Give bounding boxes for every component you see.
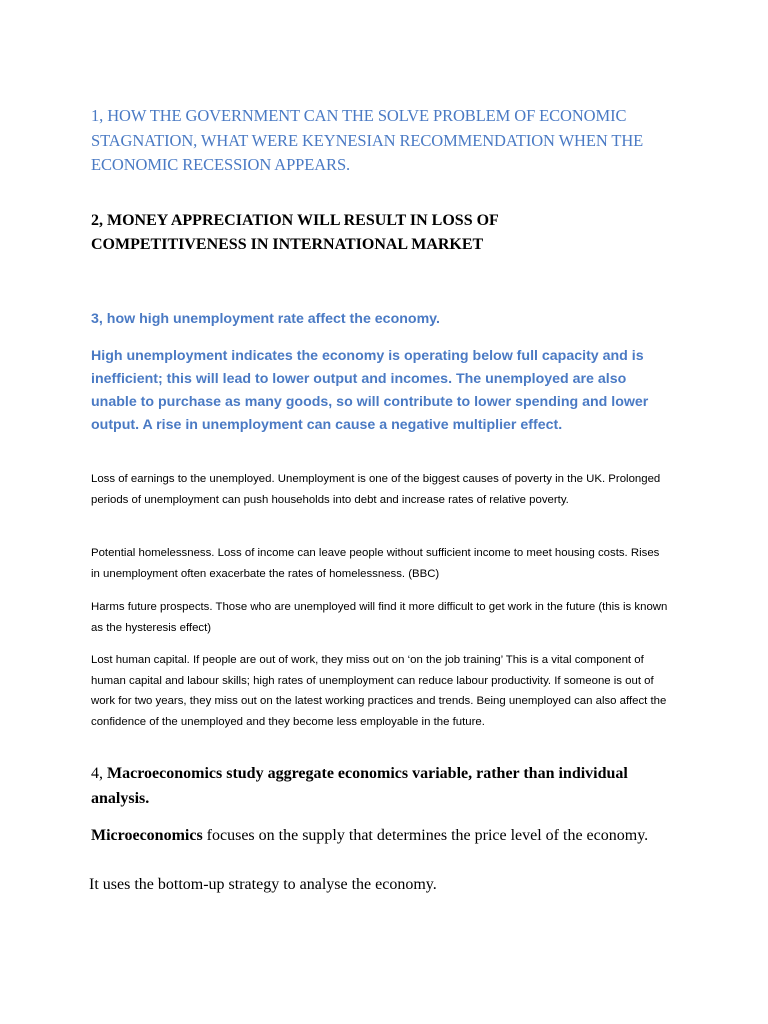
question-4-text: Macroeconomics study aggregate economics variable, rather than individual analysis. [91,765,628,807]
question-3-answer: High unemployment indicates the economy is operating below full capacity and is inefficient; this will lead to lower output and incomes. The unemployed are also unable to purchase as many goods, so will contribute to lower spending and lower output. A rise in unemployment can cause a negative multiplier effect. [91,348,649,433]
microeconomics-paragraph [91,824,671,848]
microeconomics-term: Microeconomics [91,827,203,844]
question-3-heading: 3, how high unemployment rate affect the economy. [91,311,440,327]
question-1-heading: 1, HOW THE GOVERNMENT CAN THE SOLVE PROBLEM OF ECONOMIC STAGNATION, WHAT WERE KEYNESIAN RECOMMENDATION WHEN THE ECONOMIC RECESSION APPEARS. [91,106,644,174]
question-2-heading: 2, MONEY APPRECIATION WILL RESULT IN LOSS OF COMPETITIVENESS IN INTERNATIONAL MARKET [91,212,499,253]
point-lost-human-capital: Lost human capital. If people are out of work, they miss out on ‘on the job training’ This is a vital component of human capital and labour skills; high rates of unemployment can reduce labour productivity. If someone is out of work for two years, they miss out on the latest working practices and trends. Being unemployed can also affect the confidence of the unemployed and they become less employable in the future. [91,654,667,728]
point-potential-homelessness: Potential homelessness. Loss of income can leave people without sufficient income to meet housing costs. Rises in unemployment often exacerbate the rates of homelessness. (BBC) [91,547,660,580]
question-4-number: 4, [91,765,103,782]
question-4-heading [91,762,671,811]
microeconomics-definition: focuses on the supply that determines the price level of the economy. [202,827,649,844]
point-loss-of-earnings: Loss of earnings to the unemployed. Unemployment is one of the biggest causes of poverty in the UK. Prolonged periods of unemployment can push households into debt and increase rates of relative poverty. [91,473,661,506]
bottom-up-paragraph: It uses the bottom-up strategy to analyse the economy. [89,876,437,893]
point-future-prospects: Harms future prospects. Those who are unemployed will find it more difficult to get work in the future (this is known as the hysteresis effect) [91,601,668,634]
